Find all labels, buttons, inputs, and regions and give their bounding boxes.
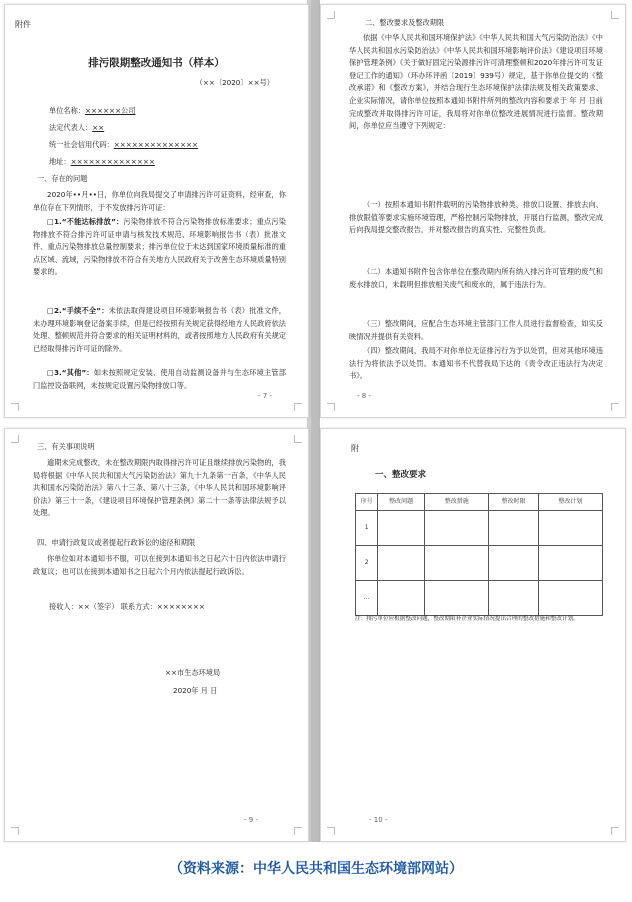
paragraph: 依据《中华人民共和国环境保护法》《中华人民共和国大气污染防治法》《中华人民共和国水污染防治法》《中华人民共和国环境影响评价法》《建设项目环境保护管理条例》《关于做好固定污染源排污许可清理整顿和2020年排污许可发证登记工作的通知》（环办环评函〔2019〕939号）规定，基于你单位提交的《整改承诺》和《整改方案》，并结合现行生态环境保护法律法规及相关政策要求、企业实际情况，请你单位按照本通知书附件所列的整改内容和要求于 年 月 日前完成整改并取得排污许可证，我局将对你单位整改进展情况进行监督。整改期间，你单位应当遵守下列规定： <box>349 33 603 131</box>
table-cell <box>489 581 538 616</box>
table-cell <box>378 511 425 546</box>
document-page-9 <box>4 428 309 842</box>
page-corner-mark <box>327 11 335 19</box>
page-number: - 10 - <box>369 816 388 825</box>
table-cell: … <box>356 581 378 616</box>
document-page-7 <box>4 4 309 418</box>
paragraph: □1.“不能达标排放”：污染物排放不符合污染物排放标准要求；重点污染物排放不符合排污许可证申请与核发技术规范、环境影响报告书（表）批准文件、重点污染物排放总量控制要求；排污单位位于未达到国家环境质量标准的重点区域、流域，污染物排放不符合有关地方人民政府关于改善生态环境质量特别要求的。 <box>33 217 286 277</box>
field-credit-code: 统一社会信用代码：×××××××××××××× <box>49 140 199 149</box>
page-corner-mark <box>11 827 19 835</box>
field-address: 地址：×××××××××××××× <box>49 157 155 166</box>
page-number: - 9 - <box>244 816 258 825</box>
field-legal-rep: 法定代表人：×× <box>49 123 105 132</box>
section-heading: 二、整改要求及整改期限 <box>365 18 445 27</box>
page-corner-mark <box>294 435 302 443</box>
column-header: 序号 <box>356 494 378 511</box>
page-divider-right <box>311 0 320 842</box>
page-corner-mark <box>611 11 619 19</box>
paragraph: （一）按照本通知书附件载明的污染物排放种类、排放口设置、排放去向、排放限值等要求实施环境管理，严格控制污染物排放，开展自行监测，整改完成后向我局提交整改报告，并对整改报告的真实性、完整性负责。 <box>349 200 603 235</box>
column-header: 整改时限 <box>489 494 538 511</box>
issue-date: 2020年 月 日 <box>173 686 218 695</box>
paragraph: □2.“手续不全”：未依法取得建设项目环境影响报告书（表）批准文件，未办理环境影响登记备案手续，但是已经按照有关规定获得经地方人民政府依法处理、整顿规范并符合要求的相关证明材料的，或者按照地方人民政府有关规定已经取得排污许可证的除外。 <box>33 306 286 353</box>
source-caption: （资料来源：中华人民共和国生态环境部网站） <box>169 861 463 877</box>
table-row <box>356 511 603 546</box>
page-corner-mark <box>327 827 335 835</box>
paragraph: （三）整改期间，应配合生态环境主管部门工作人员进行监督检查，如实反映情况并提供有关资料。 <box>349 319 603 341</box>
page-corner-mark <box>11 435 19 443</box>
column-header: 整改问题 <box>378 494 425 511</box>
page-corner-mark <box>294 827 302 835</box>
doc-number: （××〔2020〕××号） <box>195 78 274 87</box>
table-cell <box>378 581 425 616</box>
document-page-8 <box>320 4 626 418</box>
page-number: - 8 - <box>357 392 371 401</box>
column-header: 整改计划 <box>538 494 602 511</box>
attachment-tag: 附件 <box>15 20 31 29</box>
section-heading: 一、存在的问题 <box>37 174 88 183</box>
table-cell <box>489 511 538 546</box>
section-heading: 四、申请行政复议或者提起行政诉讼的途径和期限 <box>37 538 196 547</box>
paragraph: （四）整改期间，我局不对你单位无证排污行为予以处罚，但对其他环境违法行为将依法予以处罚。本通知书不代替我局下达的《责令改正违法行为决定书》。 <box>349 346 603 381</box>
table-note: 注：排污单位应根据整改问题，整改期限补企业实际情况提出合理的整改措施和整改计划。 <box>355 616 579 622</box>
table-cell <box>538 511 602 546</box>
page-number: - 7 - <box>258 392 272 401</box>
table-header-row <box>356 494 603 511</box>
document-page-10 <box>320 428 626 842</box>
paragraph: 你单位如对本通知书不服，可以在接到本通知书之日起六十日内依法申请行政复议；也可以在接到本通知书之日起六个月内依法提起行政诉讼。 <box>33 554 286 576</box>
paragraph: □3.“其他”：如未按照规定安装、使用自动监测设备并与生态环境主管部门监控设备联网，未按规定设置污染物排放口等。 <box>33 368 286 390</box>
attachment-tag: 附 <box>351 444 359 453</box>
paragraph: 逾期未完成整改，未在整改期限内取得排污许可证且继续排放污染物的，我局将根据《中华人民共和国大气污染防治法》第九十九条第一百条，《中华人民共和国水污染防治法》第八十三条、第八十三条，《中华人民共和国环境影响评价法》第三十一条，《建设项目环境保护管理条例》第二十一条等法律法规予以处理。 <box>33 458 286 518</box>
page-corner-mark <box>294 403 302 411</box>
paragraph: （二）本通知书附件包含你单位在整改期内所有纳入排污许可管理的废气和废水排放口，未载明但排放相关废气和废水的，属于违法行为。 <box>349 267 603 289</box>
table-cell <box>425 511 489 546</box>
issuing-authority: ××市生态环境局 <box>165 668 221 677</box>
doc-title: 排污限期整改通知书（样本） <box>88 57 225 69</box>
rectification-table <box>355 493 603 616</box>
receipt-line: 接收人：××（签字） 联系方式：×××××××× <box>49 602 205 611</box>
column-header: 整改措施 <box>425 494 489 511</box>
table-cell <box>538 546 602 581</box>
table-row <box>356 546 603 581</box>
table-cell <box>378 546 425 581</box>
page-corner-mark <box>611 827 619 835</box>
table-cell <box>425 581 489 616</box>
table-cell <box>489 546 538 581</box>
field-company: 单位名称：××××××公司 <box>49 106 136 115</box>
table-cell <box>538 581 602 616</box>
page-corner-mark <box>11 403 19 411</box>
table-cell <box>425 546 489 581</box>
table-row <box>356 581 603 616</box>
table-cell: 2 <box>356 546 378 581</box>
page-corner-mark <box>327 403 335 411</box>
section-heading: 三、有关事项说明 <box>37 442 95 451</box>
paragraph: 2020年••月••日，你单位向我局提交了申请排污许可证资料，经审查，你单位存在下列情形，于不发放排污许可证： <box>33 190 286 212</box>
page-corner-mark <box>611 403 619 411</box>
table-cell: 1 <box>356 511 378 546</box>
section-heading: 一、整改要求 <box>375 470 427 480</box>
